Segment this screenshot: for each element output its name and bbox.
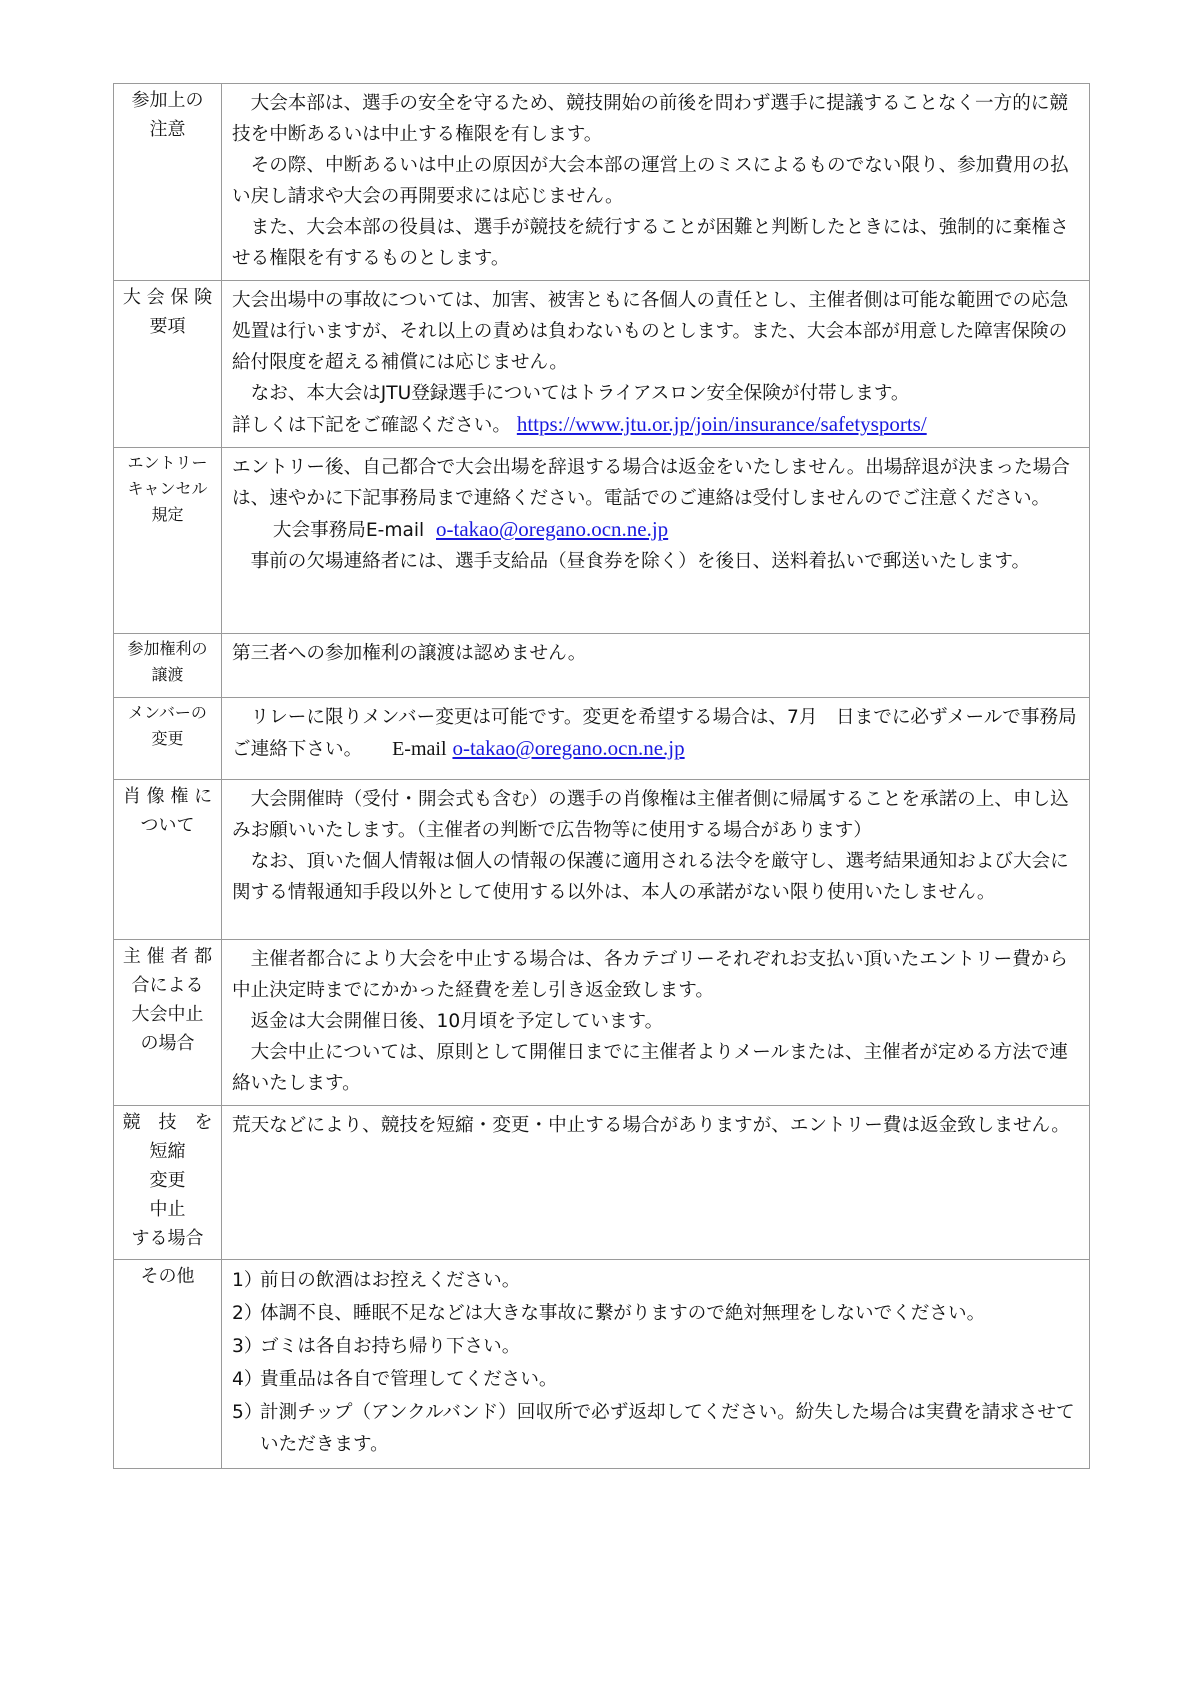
paragraph: エントリー後、自己都合で大会出場を辞退する場合は返金をいたしません。出場辞退が決まった場合は、速やかに下記事務局まで連絡ください。電話でのご連絡は受付しませんのでご注意ください。 <box>232 457 1070 509</box>
detail-text: 詳しくは下記をご確認ください。 <box>232 415 511 436</box>
row-content-participation-notes <box>222 84 1090 281</box>
row-content-shorten-change <box>222 1106 1090 1260</box>
row-label-portrait-rights: 肖 像 権 に ついて <box>114 780 222 940</box>
row-content-insurance <box>222 281 1090 448</box>
row-content-entry-cancel <box>222 448 1090 634</box>
row-label-transfer: 参加権利の 譲渡 <box>114 634 222 698</box>
table-row <box>114 698 1090 780</box>
list-item: 1）前日の飲酒はお控えください。 <box>232 1270 521 1291</box>
member-email-link[interactable]: o-takao@oregano.ocn.ne.jp <box>452 736 685 760</box>
row-label-other: その他 <box>114 1260 222 1469</box>
rules-document <box>113 83 1090 1469</box>
paragraph: リレーに限りメンバー変更は可能です。変更を希望する場合は、7月 日までに必ずメールで事務局ご連絡下さい。 E-mail o-takao@oregano.ocn.ne.jp <box>232 707 1077 760</box>
table-row <box>114 1260 1090 1469</box>
paragraph: なお、頂いた個人情報は個人の情報の保護に適用される法令を厳守し、選考結果通知および大会に関する情報通知手段以外として使用する以外は、本人の承諾がない限り使用いたしません。 <box>232 851 1069 903</box>
paragraph: 第三者への参加権利の譲渡は認めません。 <box>232 643 587 664</box>
row-content-portrait-rights <box>222 780 1090 940</box>
paragraph: 主催者都合により大会を中止する場合は、各カテゴリーそれぞれお支払い頂いたエントリー費から中止決定時までにかかった経費を差し引き返金致します。 <box>232 949 1068 1001</box>
paragraph: 大会本部は、選手の安全を守るため、競技開始の前後を問わず選手に提議することなく一方的に競技を中断あるいは中止する権限を有します。 <box>232 93 1068 145</box>
table-row <box>114 84 1090 281</box>
row-content-transfer <box>222 634 1090 698</box>
paragraph: 返金は大会開催日後、10月頃を予定しています。 <box>250 1011 664 1032</box>
table-row <box>114 448 1090 634</box>
list-item: 3）ゴミは各自お持ち帰り下さい。 <box>232 1336 521 1357</box>
paragraph: 事前の欠場連絡者には、選手支給品（昼食券を除く）を後日、送料着払いで郵送いたします。 <box>250 551 1031 572</box>
office-email-link[interactable]: o-takao@oregano.ocn.ne.jp <box>436 517 669 541</box>
table-row <box>114 780 1090 940</box>
row-content-other <box>222 1260 1090 1469</box>
row-content-member-change <box>222 698 1090 780</box>
office-email-line <box>232 514 1081 546</box>
table-row <box>114 940 1090 1106</box>
row-label-member-change: メンバーの 変更 <box>114 698 222 780</box>
row-content-cancellation <box>222 940 1090 1106</box>
list-item: 2）体調不良、睡眠不足などは大きな事故に繋がりますので絶対無理をしないでください。 <box>232 1303 986 1324</box>
row-label-participation-notes: 参加上の 注意 <box>114 84 222 281</box>
row-label-entry-cancel: エントリー キャンセル 規定 <box>114 448 222 634</box>
list-item: 4）貴重品は各自で管理してください。 <box>232 1369 558 1390</box>
row-label-shorten-change: 競 技 を 短縮 変更 中止 する場合 <box>114 1106 222 1260</box>
paragraph: また、大会本部の役員は、選手が競技を続行することが困難と判断したときには、強制的に棄権させる権限を有するものとします。 <box>232 217 1069 269</box>
paragraph: 大会中止については、原則として開催日までに主催者よりメールまたは、主催者が定める方法で連絡いたします。 <box>232 1042 1068 1094</box>
paragraph: 大会開催時（受付・開会式も含む）の選手の肖像権は主催者側に帰属することを承諾の上、申し込みお願いいたします。（主催者の判断で広告物等に使用する場合があります） <box>232 789 1069 841</box>
table-row <box>114 1106 1090 1260</box>
table-row <box>114 281 1090 448</box>
office-email-label: 大会事務局E-mail <box>272 520 425 541</box>
insurance-detail-line <box>232 409 1081 441</box>
rules-table <box>113 83 1090 1469</box>
paragraph: なお、本大会はJTU登録選手についてはトライアスロン安全保険が付帯します。 <box>250 383 910 404</box>
row-label-insurance: 大 会 保 険 要項 <box>114 281 222 448</box>
paragraph: その際、中断あるいは中止の原因が大会本部の運営上のミスによるものでない限り、参加費用の払い戻し請求や大会の再開要求には応じません。 <box>232 155 1069 207</box>
email-label: E-mail <box>392 738 447 760</box>
table-row <box>114 634 1090 698</box>
paragraph: 大会出場中の事故については、加害、被害ともに各個人の責任とし、主催者側は可能な範囲での応急処置は行いますが、それ以上の責めは負わないものとします。また、大会本部が用意した障害保険の給付限度を超える補償には応じません。 <box>232 290 1069 373</box>
paragraph: 荒天などにより、競技を短縮・変更・中止する場合がありますが、エントリー費は返金致しません。 <box>232 1115 1070 1136</box>
row-label-cancellation: 主 催 者 都 合による 大会中止 の場合 <box>114 940 222 1106</box>
insurance-url-link[interactable]: https://www.jtu.or.jp/join/insurance/safetysports/ <box>516 412 927 436</box>
other-notes-list <box>232 1265 1081 1461</box>
list-item: 5）計測チップ（アンクルバンド）回収所で必ず返却してください。紛失した場合は実費を請求させていただきます。 <box>232 1402 1075 1455</box>
